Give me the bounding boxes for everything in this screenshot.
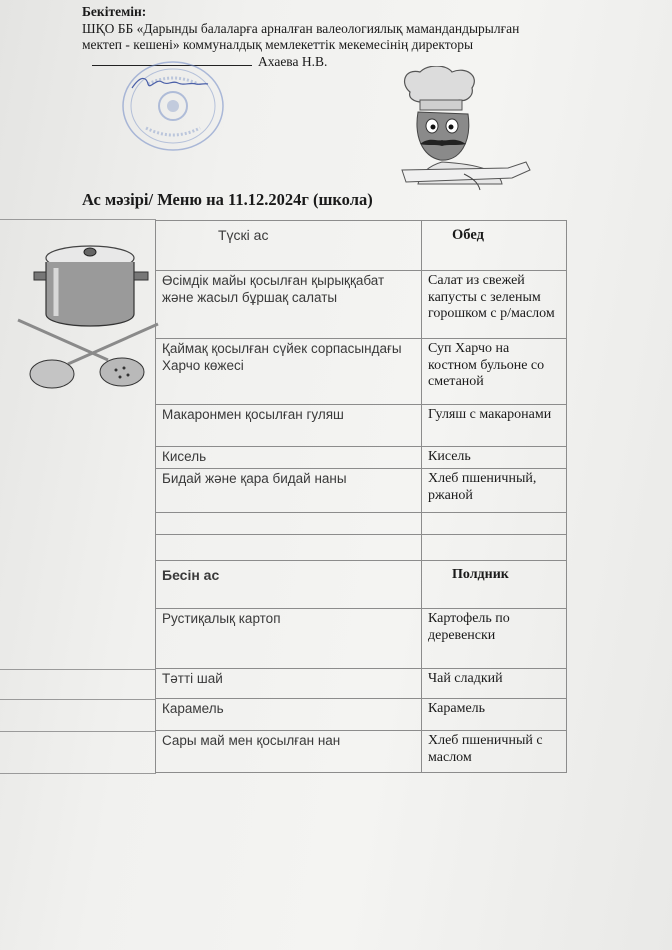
lunch-header-kz: Түскі ас [156, 221, 422, 271]
signatory-name: Ахаева Н.В. [258, 53, 328, 69]
menu-cell-ru: Салат из свежей капусты с зеленым горошком с р/маслом [422, 271, 567, 339]
menu-cell-kz: Макаронмен қосылған гуляш [156, 405, 422, 447]
signature [130, 72, 210, 94]
menu-cell-ru: Хлеб пшеничный с маслом [422, 731, 567, 773]
table-row [156, 271, 567, 339]
menu-cell-ru: Суп Харчо на костном бульоне со сметаной [422, 339, 567, 405]
menu-cell-kz: Өсімдік майы қосылған қырыққабат және жасыл бұршақ салаты [156, 271, 422, 339]
table-row [156, 731, 567, 773]
table-row [156, 447, 567, 469]
table-left-rule [0, 773, 156, 774]
menu-cell-kz: Тәтті шай [156, 669, 422, 699]
table-left-rule [0, 219, 156, 220]
table-left-rule [0, 669, 156, 670]
menu-cell-ru: Хлеб пшеничный, ржаной [422, 469, 567, 513]
menu-cell-ru: Картофель по деревенски [422, 609, 567, 669]
table-row [156, 669, 567, 699]
menu-cell-kz: Кисель [156, 447, 422, 469]
menu-cell-kz: Бидай және қара бидай наны [156, 469, 422, 513]
chef-illustration [380, 66, 540, 194]
table-left-rule [0, 731, 156, 732]
menu-cell-ru: Карамель [422, 699, 567, 731]
table-row-empty [156, 535, 567, 561]
table-row-empty [156, 513, 567, 535]
table-row [156, 469, 567, 513]
table-left-rule [0, 699, 156, 700]
snack-header-kz: Бесін ас [156, 561, 422, 609]
table-row [156, 561, 567, 609]
menu-cell-ru: Гуляш с макаронами [422, 405, 567, 447]
menu-cell-kz: Карамель [156, 699, 422, 731]
approval-line-1: ШҚО ББ «Дарынды балаларға арналған валеологиялық мамандандырылған [82, 20, 520, 36]
approval-line-2: мектеп - кешені» коммуналдық мемлекеттік мекемесінің директоры [82, 37, 474, 52]
table-row [156, 609, 567, 669]
menu-cell-ru: Кисель [422, 447, 567, 469]
official-stamp [118, 54, 228, 154]
snack-header-ru: Полдник [422, 561, 567, 609]
table-row [156, 339, 567, 405]
table-row [156, 221, 567, 271]
lunch-header-ru: Обед [422, 221, 567, 271]
menu-cell-ru: Чай сладкий [422, 669, 567, 699]
menu-table [155, 220, 567, 773]
menu-cell-kz: Сары май мен қосылған нан [156, 731, 422, 773]
approval-title: Бекітемін: [82, 4, 147, 19]
menu-cell-kz: Рустиқалық картоп [156, 609, 422, 669]
table-row [156, 699, 567, 731]
menu-heading: Ас мәзірі/ Меню на 11.12.2024г (школа) [82, 190, 373, 209]
pot-and-ladles-illustration [12, 232, 164, 412]
menu-cell-kz: Қаймақ қосылған сүйек сорпасындағы Харчо көжесі [156, 339, 422, 405]
table-row [156, 405, 567, 447]
